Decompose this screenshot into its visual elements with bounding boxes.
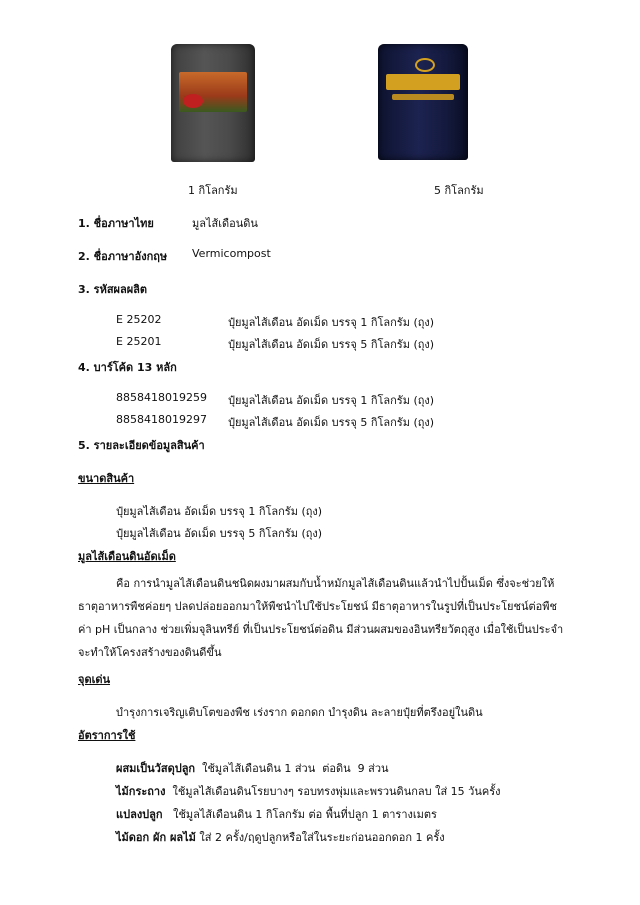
- section1-heading: 1. ชื่อภาษาไทย: [78, 217, 154, 230]
- size-item: ปุ๋ยมูลไส้เดือน อัดเม็ด บรรจุ 1 กิโลกรัม (ถุง): [116, 505, 323, 518]
- product-code: E 25201: [116, 335, 162, 348]
- product-code-desc: ปุ๋ยมูลไส้เดือน อัดเม็ด บรรจุ 5 กิโลกรัม (ถุง): [228, 338, 435, 351]
- product-code: E 25202: [116, 313, 162, 326]
- highlight-description: บำรุงการเจริญเติบโตของพืช เร่งราก ดอกดก บำรุงดิน ละลายปุ๋ยที่ตรึงอยู่ในดิน: [116, 706, 483, 719]
- caption-5kg: 5 กิโลกรัม: [434, 184, 484, 197]
- usage-rate-label: ไม้ดอก ผัก ผลไม้: [116, 831, 196, 844]
- english-name-value: Vermicompost: [192, 247, 271, 260]
- usage-rate-row: [116, 828, 445, 846]
- highlight-heading: จุดเด่น: [78, 673, 111, 686]
- usage-rate-text: ใช้มูลไส้เดือนดิน 1 ส่วน ต่อดิน 9 ส่วน: [195, 762, 389, 775]
- brand-logo-graphic: [415, 58, 435, 72]
- usage-rate-row: [116, 782, 501, 800]
- size-item: ปุ๋ยมูลไส้เดือน อัดเม็ด บรรจุ 5 กิโลกรัม (ถุง): [116, 527, 323, 540]
- product-code-desc: ปุ๋ยมูลไส้เดือน อัดเม็ด บรรจุ 1 กิโลกรัม (ถุง): [228, 316, 435, 329]
- size-heading: ขนาดสินค้า: [78, 472, 135, 485]
- barcode-desc: ปุ๋ยมูลไส้เดือน อัดเม็ด บรรจุ 1 กิโลกรัม (ถุง): [228, 394, 435, 407]
- thai-name-value: มูลไส้เดือนดิน: [192, 217, 258, 230]
- product-sublabel-graphic: [392, 94, 454, 100]
- usage-rate-heading: อัตราการใช้: [78, 729, 136, 742]
- usage-rate-text: ใส่ 2 ครั้ง/ฤดูปลูกหรือใส่ในระยะก่อนออกดอก 1 ครั้ง: [195, 831, 445, 844]
- barcode-number: 8858418019297: [116, 413, 207, 426]
- usage-rate-label: ไม้กระถาง: [116, 785, 166, 798]
- section3-heading: 3. รหัสผลผลิต: [78, 283, 148, 296]
- section2-heading: 2. ชื่อภาษาอังกฤษ: [78, 250, 168, 263]
- usage-rate-row: [116, 805, 437, 823]
- pellet-description: [78, 572, 568, 664]
- product-image-5kg: [378, 44, 468, 160]
- section4-heading: 4. บาร์โค้ด 13 หลัก: [78, 361, 177, 374]
- barcode-number: 8858418019259: [116, 391, 207, 404]
- usage-rate-row: [116, 759, 389, 777]
- usage-rate-label: ผสมเป็นวัสดุปลูก: [116, 762, 196, 775]
- usage-rate-label: แปลงปลูก: [116, 808, 163, 821]
- product-label-graphic: [179, 72, 247, 112]
- pellet-heading: มูลไส้เดือนดินอัดเม็ด: [78, 550, 176, 563]
- section5-heading: 5. รายละเอียดข้อมูลสินค้า: [78, 439, 205, 452]
- barcode-desc: ปุ๋ยมูลไส้เดือน อัดเม็ด บรรจุ 5 กิโลกรัม (ถุง): [228, 416, 435, 429]
- usage-rate-text: ใช้มูลไส้เดือนดิน 1 กิโลกรัม ต่อ พื้นที่ปลูก 1 ตารางเมตร: [162, 808, 437, 821]
- product-label-graphic: [386, 74, 460, 90]
- usage-rate-text: ใช้มูลไส้เดือนดินโรยบางๆ รอบทรงพุ่มและพรวนดินกลบ ใส่ 15 วันครั้ง: [165, 785, 501, 798]
- caption-1kg: 1 กิโลกรัม: [188, 184, 238, 197]
- product-image-1kg: [171, 44, 255, 162]
- pellet-description-text: คือ การนำมูลไส้เดือนดินชนิดผงมาผสมกับน้ำหมักมูลไส้เดือนดินแล้วนำไปปั้นเม็ด ซึ่งจะช่วยให้ธาตุอาหารพืชค่อยๆ ปลดปล่อยออกมาให้พืชนำไปใช้ประโยชน์ มีธาตุอาหารในรูปที่เป็นประโยชน์ต่อพืช ค่า pH เป็นกลาง ช่วยเพิ่มจุลินทรีย์ ที่เป็นประโยชน์ต่อดิน มีส่วนผสมของอินทรียวัตถุสูง เมื่อใช้เป็นประจำจะทำให้โครงสร้างของดินดีขึ้น: [78, 577, 564, 659]
